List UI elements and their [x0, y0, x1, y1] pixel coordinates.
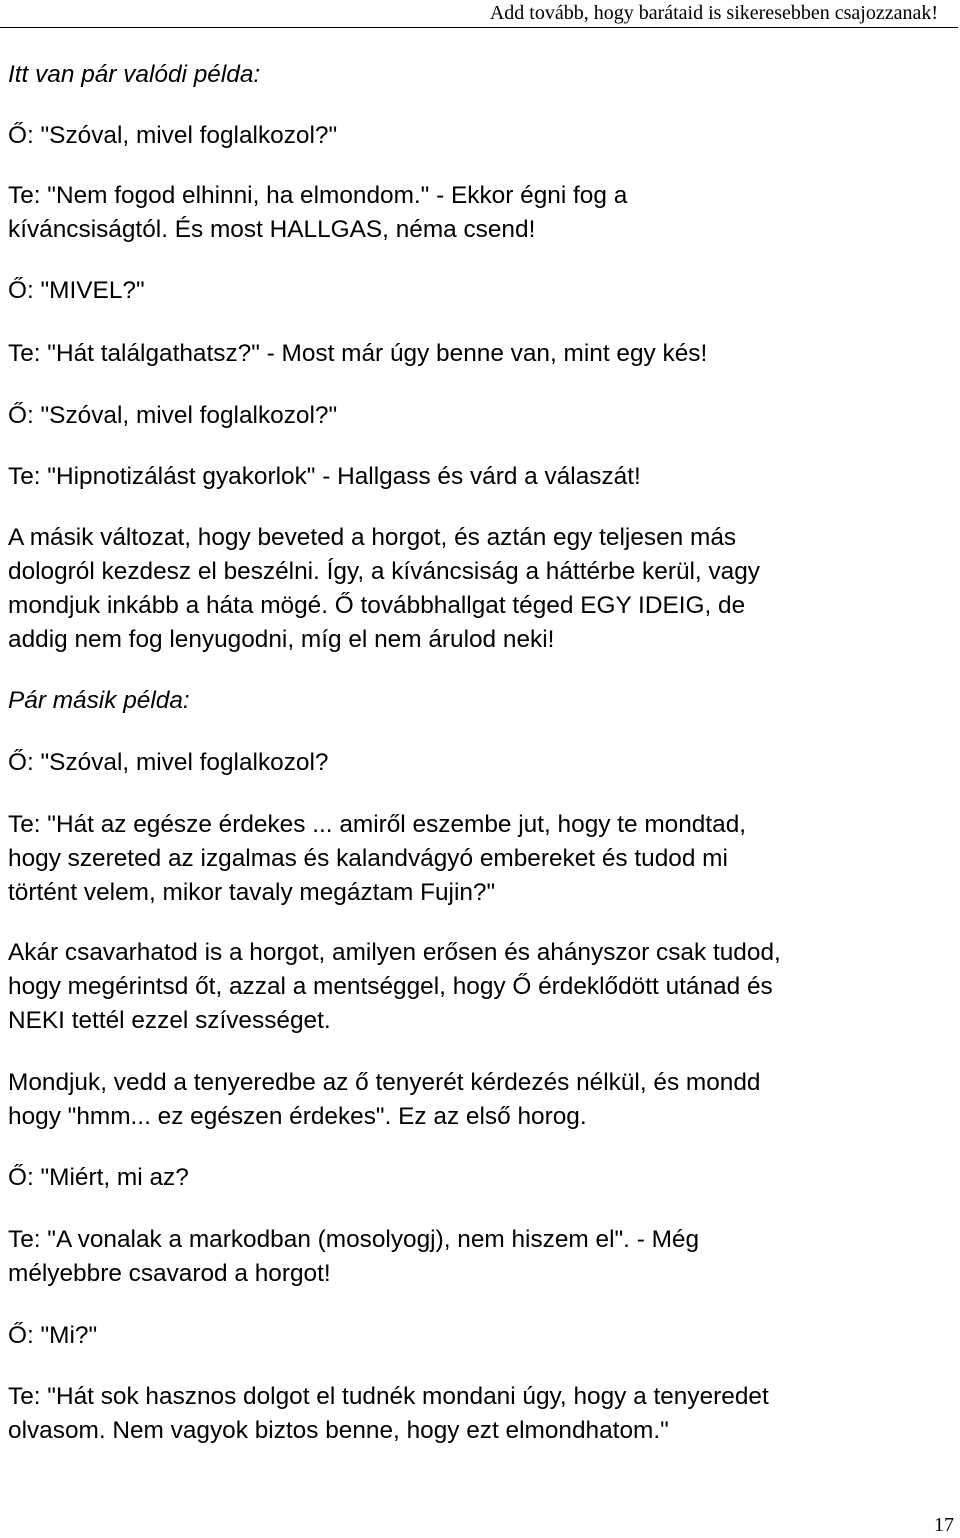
dialogue-line: Te: "Hát az egésze érdekes ... amiről eszembe jut, hogy te mondtad,: [8, 811, 747, 838]
dialogue-line: hogy szereted az izgalmas és kalandvágyó embereket és tudod mi: [8, 845, 728, 872]
dialogue-line: Te: "Nem fogod elhinni, ha elmondom." - Ekkor égni fog a: [8, 182, 628, 209]
section-heading-examples: Itt van pár valódi példa:: [8, 61, 261, 88]
dialogue-line: Te: "Hát sok hasznos dolgot el tudnék mondani úgy, hogy a tenyeredet: [8, 1383, 769, 1410]
paragraph-line: hogy "hmm... ez egészen érdekes". Ez az első horog.: [8, 1103, 587, 1130]
dialogue-line: Ő: "Szóval, mivel foglalkozol?": [8, 122, 338, 149]
header-text: Add tovább, hogy barátaid is sikeresebben csajozzanak!: [489, 2, 938, 24]
dialogue-line: Ő: "Miért, mi az?: [8, 1164, 189, 1191]
dialogue-line: olvasom. Nem vagyok biztos benne, hogy ezt elmondhatom.": [8, 1417, 669, 1444]
paragraph-line: hogy megérintsd őt, azzal a mentséggel, hogy Ő érdeklődött utánad és: [8, 973, 773, 1000]
paragraph-line: mondjuk inkább a háta mögé. Ő továbbhallgat téged EGY IDEIG, de: [8, 592, 746, 619]
paragraph-line: dologról kezdesz el beszélni. Így, a kíváncsiság a háttérbe kerül, vagy: [8, 558, 761, 585]
dialogue-line: kíváncsiságtól. És most HALLGAS, néma csend!: [8, 216, 536, 243]
dialogue-line: mélyebbre csavarod a horgot!: [8, 1260, 331, 1287]
dialogue-line: Te: "Hát találgathatsz?" - Most már úgy benne van, mint egy kés!: [8, 340, 708, 367]
dialogue-line: Ő: "Szóval, mivel foglalkozol?: [8, 749, 329, 776]
dialogue-line: Ő: "Szóval, mivel foglalkozol?": [8, 402, 338, 429]
paragraph-line: addig nem fog lenyugodni, míg el nem árulod neki!: [8, 626, 555, 653]
paragraph-line: A másik változat, hogy beveted a horgot, és aztán egy teljesen más: [8, 524, 737, 551]
section-heading-more-examples: Pár másik példa:: [8, 687, 190, 714]
dialogue-line: Ő: "Mi?": [8, 1322, 98, 1349]
dialogue-line: történt velem, mikor tavaly megáztam Fujin?": [8, 879, 496, 906]
dialogue-line: Ő: "MIVEL?": [8, 277, 145, 304]
dialogue-line: Te: "Hipnotizálást gyakorlok" - Hallgass és várd a válaszát!: [8, 463, 641, 490]
page-number: 17: [934, 1514, 954, 1536]
dialogue-line: Te: "A vonalak a markodban (mosolyogj), nem hiszem el". - Még: [8, 1226, 700, 1253]
paragraph-line: Akár csavarhatod is a horgot, amilyen erősen és ahányszor csak tudod,: [8, 939, 781, 966]
paragraph-line: NEKI tettél ezzel szívességet.: [8, 1007, 331, 1034]
paragraph-line: Mondjuk, vedd a tenyeredbe az ő tenyerét kérdezés nélkül, és mondd: [8, 1069, 761, 1096]
